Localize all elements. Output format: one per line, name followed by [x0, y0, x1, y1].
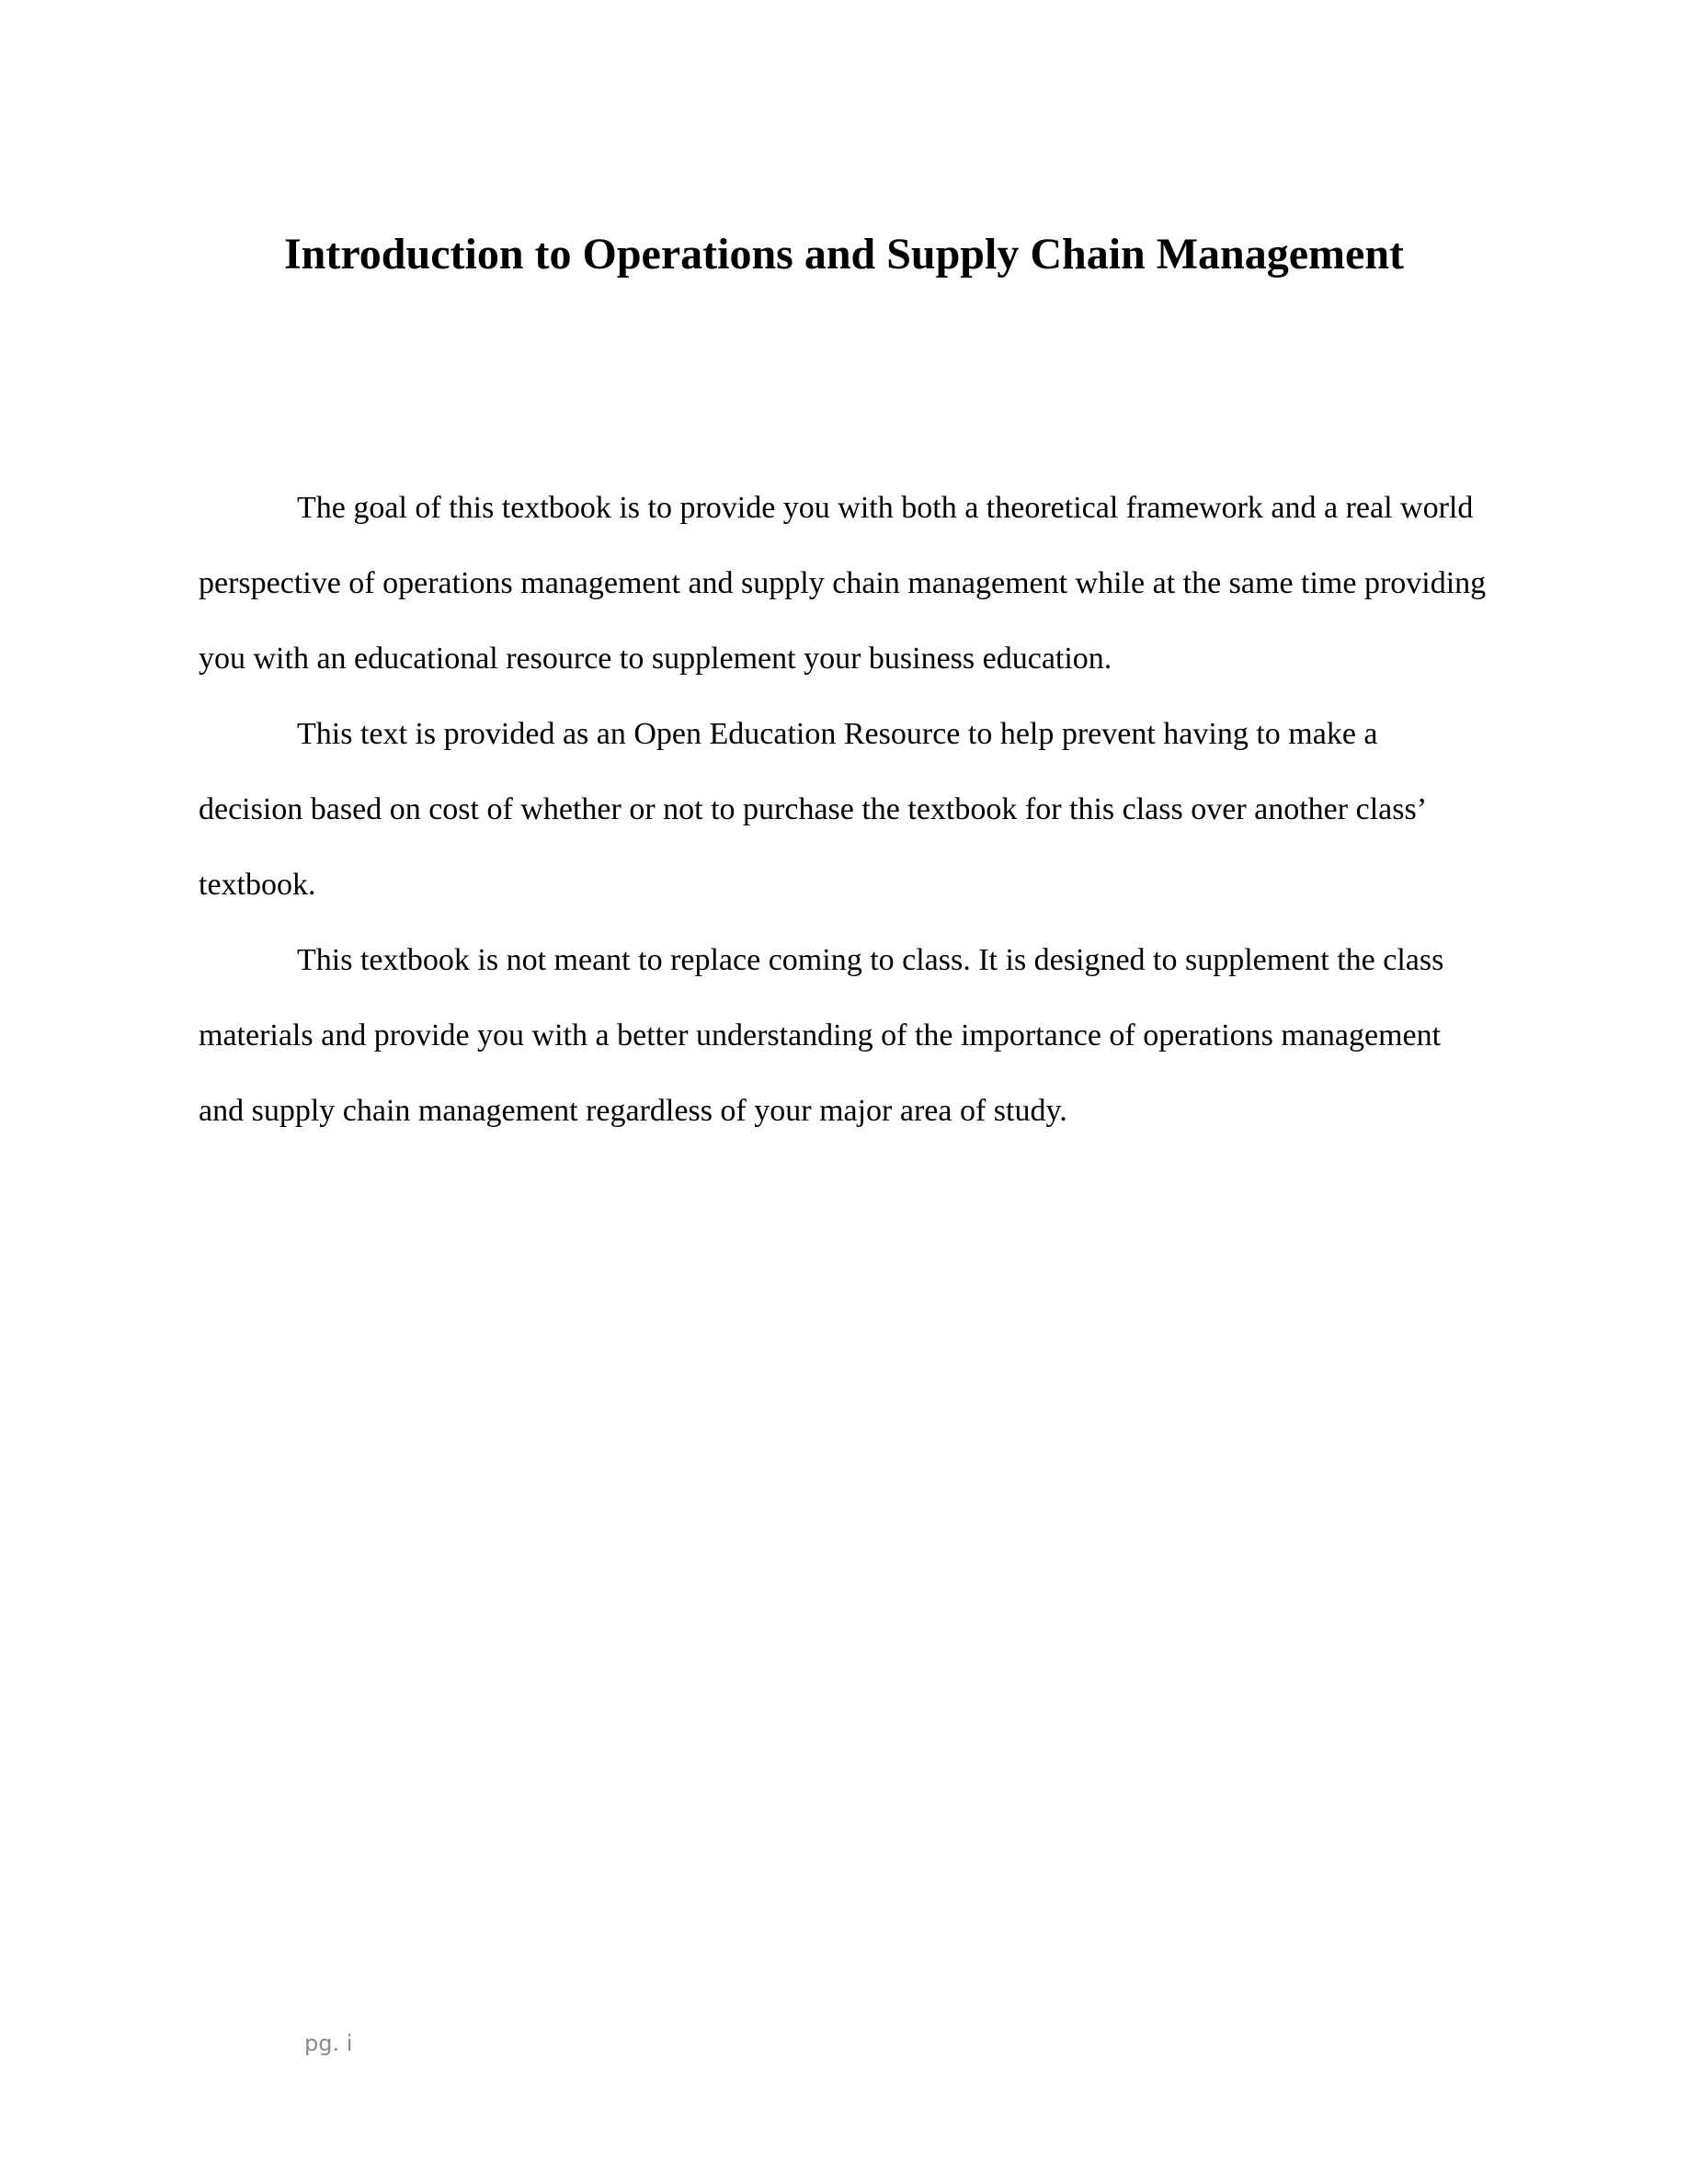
page-number: pg. i: [304, 2030, 353, 2056]
body-text: [199, 471, 1489, 1149]
page-title: Introduction to Operations and Supply Chain Management: [284, 230, 1404, 279]
paragraph-not-replace-class: This textbook is not meant to replace coming to class. It is designed to supplement the class materials and provide you with a better understanding of the importance of operations management and supply chain management regardless of your major area of study.: [199, 943, 1444, 1128]
paragraph-goal: The goal of this textbook is to provide you with both a theoretical framework and a real world perspective of operations management and supply chain management while at the same time providing you with an educational resource to supplement your business education.: [199, 491, 1487, 676]
paragraph-open-education-resource: This text is provided as an Open Education Resource to help prevent having to make a decision based on cost of whether or not to purchase the textbook for this class over another class’ textbook.: [199, 717, 1425, 902]
